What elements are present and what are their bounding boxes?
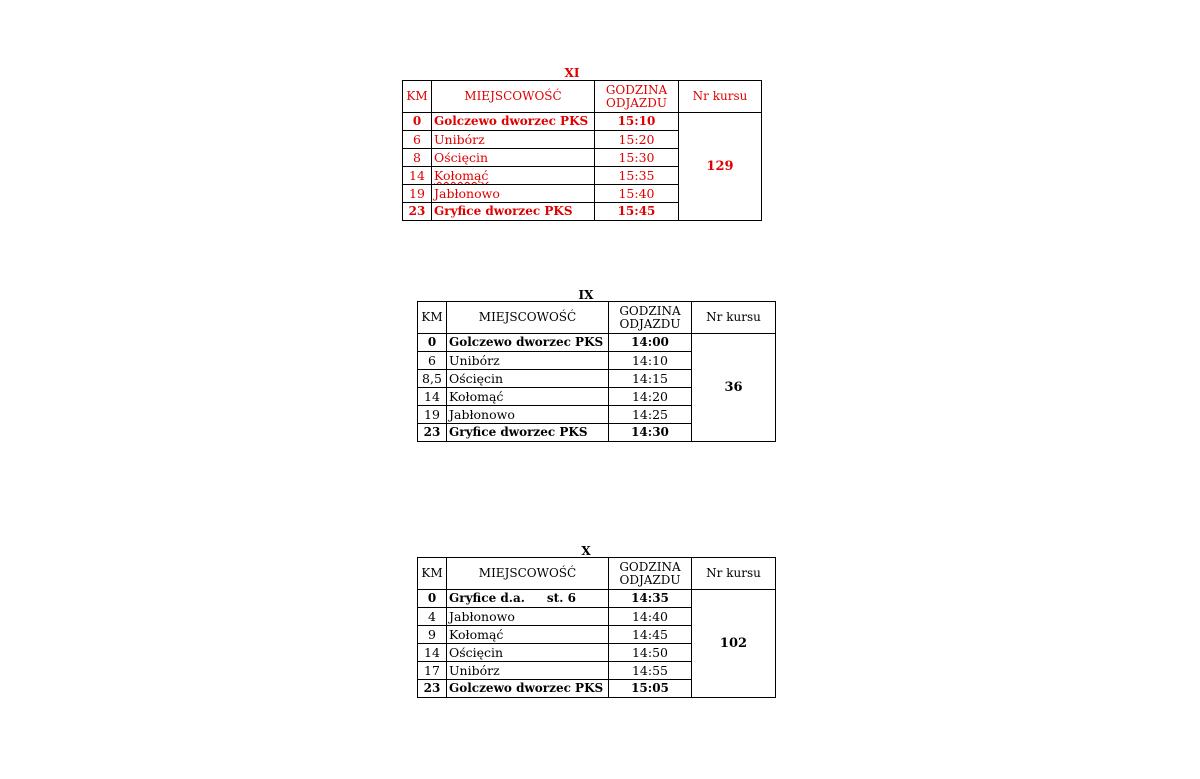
header-nr-kursu: Nr kursu xyxy=(692,302,776,334)
place-cell: Gryfice d.a. st. 6 xyxy=(447,590,609,608)
place-cell: Ościęcin xyxy=(432,149,595,167)
header-nr-kursu: Nr kursu xyxy=(692,558,776,590)
header-km: KM xyxy=(403,81,432,113)
time-cell: 15:45 xyxy=(595,203,679,221)
header-km: KM xyxy=(418,558,447,590)
table-row xyxy=(418,334,776,352)
place-cell: Golczewo dworzec PKS xyxy=(432,113,595,131)
km-cell: 14 xyxy=(418,644,447,662)
km-cell: 6 xyxy=(403,131,432,149)
km-cell: 4 xyxy=(418,608,447,626)
timetable-table xyxy=(417,301,776,442)
table-row xyxy=(403,113,762,131)
km-cell: 8 xyxy=(403,149,432,167)
place-cell: Jabłonowo xyxy=(447,608,609,626)
header-godzina: GODZINA ODJAZDU xyxy=(609,558,692,590)
table-title: XI xyxy=(564,66,580,80)
km-cell: 23 xyxy=(403,203,432,221)
time-cell: 15:35 xyxy=(595,167,679,185)
place-cell: Ościęcin xyxy=(447,370,609,388)
header-miejscowosc: MIEJSCOWOŚĆ xyxy=(432,81,595,113)
place-cell xyxy=(432,167,595,185)
time-cell: 14:40 xyxy=(609,608,692,626)
place-cell: Gryfice dworzec PKS xyxy=(432,203,595,221)
time-cell: 14:00 xyxy=(609,334,692,352)
time-cell: 14:20 xyxy=(609,388,692,406)
km-cell: 19 xyxy=(403,185,432,203)
km-cell: 23 xyxy=(418,680,447,698)
header-godzina: GODZINA ODJAZDU xyxy=(609,302,692,334)
place-cell: Ościęcin xyxy=(447,644,609,662)
time-cell: 14:55 xyxy=(609,662,692,680)
table-row xyxy=(418,590,776,608)
table-title: IX xyxy=(578,288,594,302)
km-cell: 17 xyxy=(418,662,447,680)
km-cell: 14 xyxy=(403,167,432,185)
header-miejscowosc: MIEJSCOWOŚĆ xyxy=(447,558,609,590)
kurs-cell: 36 xyxy=(692,334,776,442)
km-cell: 23 xyxy=(418,424,447,442)
time-cell: 15:10 xyxy=(595,113,679,131)
kurs-cell: 129 xyxy=(679,113,762,221)
stop-number: st. 6 xyxy=(546,591,576,605)
km-cell: 19 xyxy=(418,406,447,424)
time-cell: 15:40 xyxy=(595,185,679,203)
header-godzina: GODZINA ODJAZDU xyxy=(595,81,679,113)
place-cell: Unibórz xyxy=(447,662,609,680)
time-cell: 14:50 xyxy=(609,644,692,662)
timetable-table xyxy=(402,80,762,221)
place-cell: Gryfice dworzec PKS xyxy=(447,424,609,442)
spellcheck-underlined-text: Kołomąć xyxy=(434,168,489,183)
km-cell: 14 xyxy=(418,388,447,406)
km-cell: 0 xyxy=(418,590,447,608)
time-cell: 14:10 xyxy=(609,352,692,370)
place-cell: Golczewo dworzec PKS xyxy=(447,680,609,698)
header-miejscowosc: MIEJSCOWOŚĆ xyxy=(447,302,609,334)
time-cell: 14:30 xyxy=(609,424,692,442)
place-cell: Unibórz xyxy=(447,352,609,370)
place-cell: Kołomąć xyxy=(447,626,609,644)
km-cell: 8,5 xyxy=(418,370,447,388)
place-cell: Jabłonowo xyxy=(432,185,595,203)
km-cell: 0 xyxy=(403,113,432,131)
time-cell: 14:25 xyxy=(609,406,692,424)
time-cell: 15:20 xyxy=(595,131,679,149)
timetable-table xyxy=(417,557,776,698)
time-cell: 14:35 xyxy=(609,590,692,608)
header-nr-kursu: Nr kursu xyxy=(679,81,762,113)
place-cell: Jabłonowo xyxy=(447,406,609,424)
time-cell: 14:45 xyxy=(609,626,692,644)
km-cell: 0 xyxy=(418,334,447,352)
place-cell: Unibórz xyxy=(432,131,595,149)
km-cell: 9 xyxy=(418,626,447,644)
header-km: KM xyxy=(418,302,447,334)
time-cell: 15:30 xyxy=(595,149,679,167)
place-cell: Kołomąć xyxy=(447,388,609,406)
time-cell: 15:05 xyxy=(609,680,692,698)
time-cell: 14:15 xyxy=(609,370,692,388)
table-title: X xyxy=(581,544,591,558)
kurs-cell: 102 xyxy=(692,590,776,698)
place-cell: Golczewo dworzec PKS xyxy=(447,334,609,352)
km-cell: 6 xyxy=(418,352,447,370)
